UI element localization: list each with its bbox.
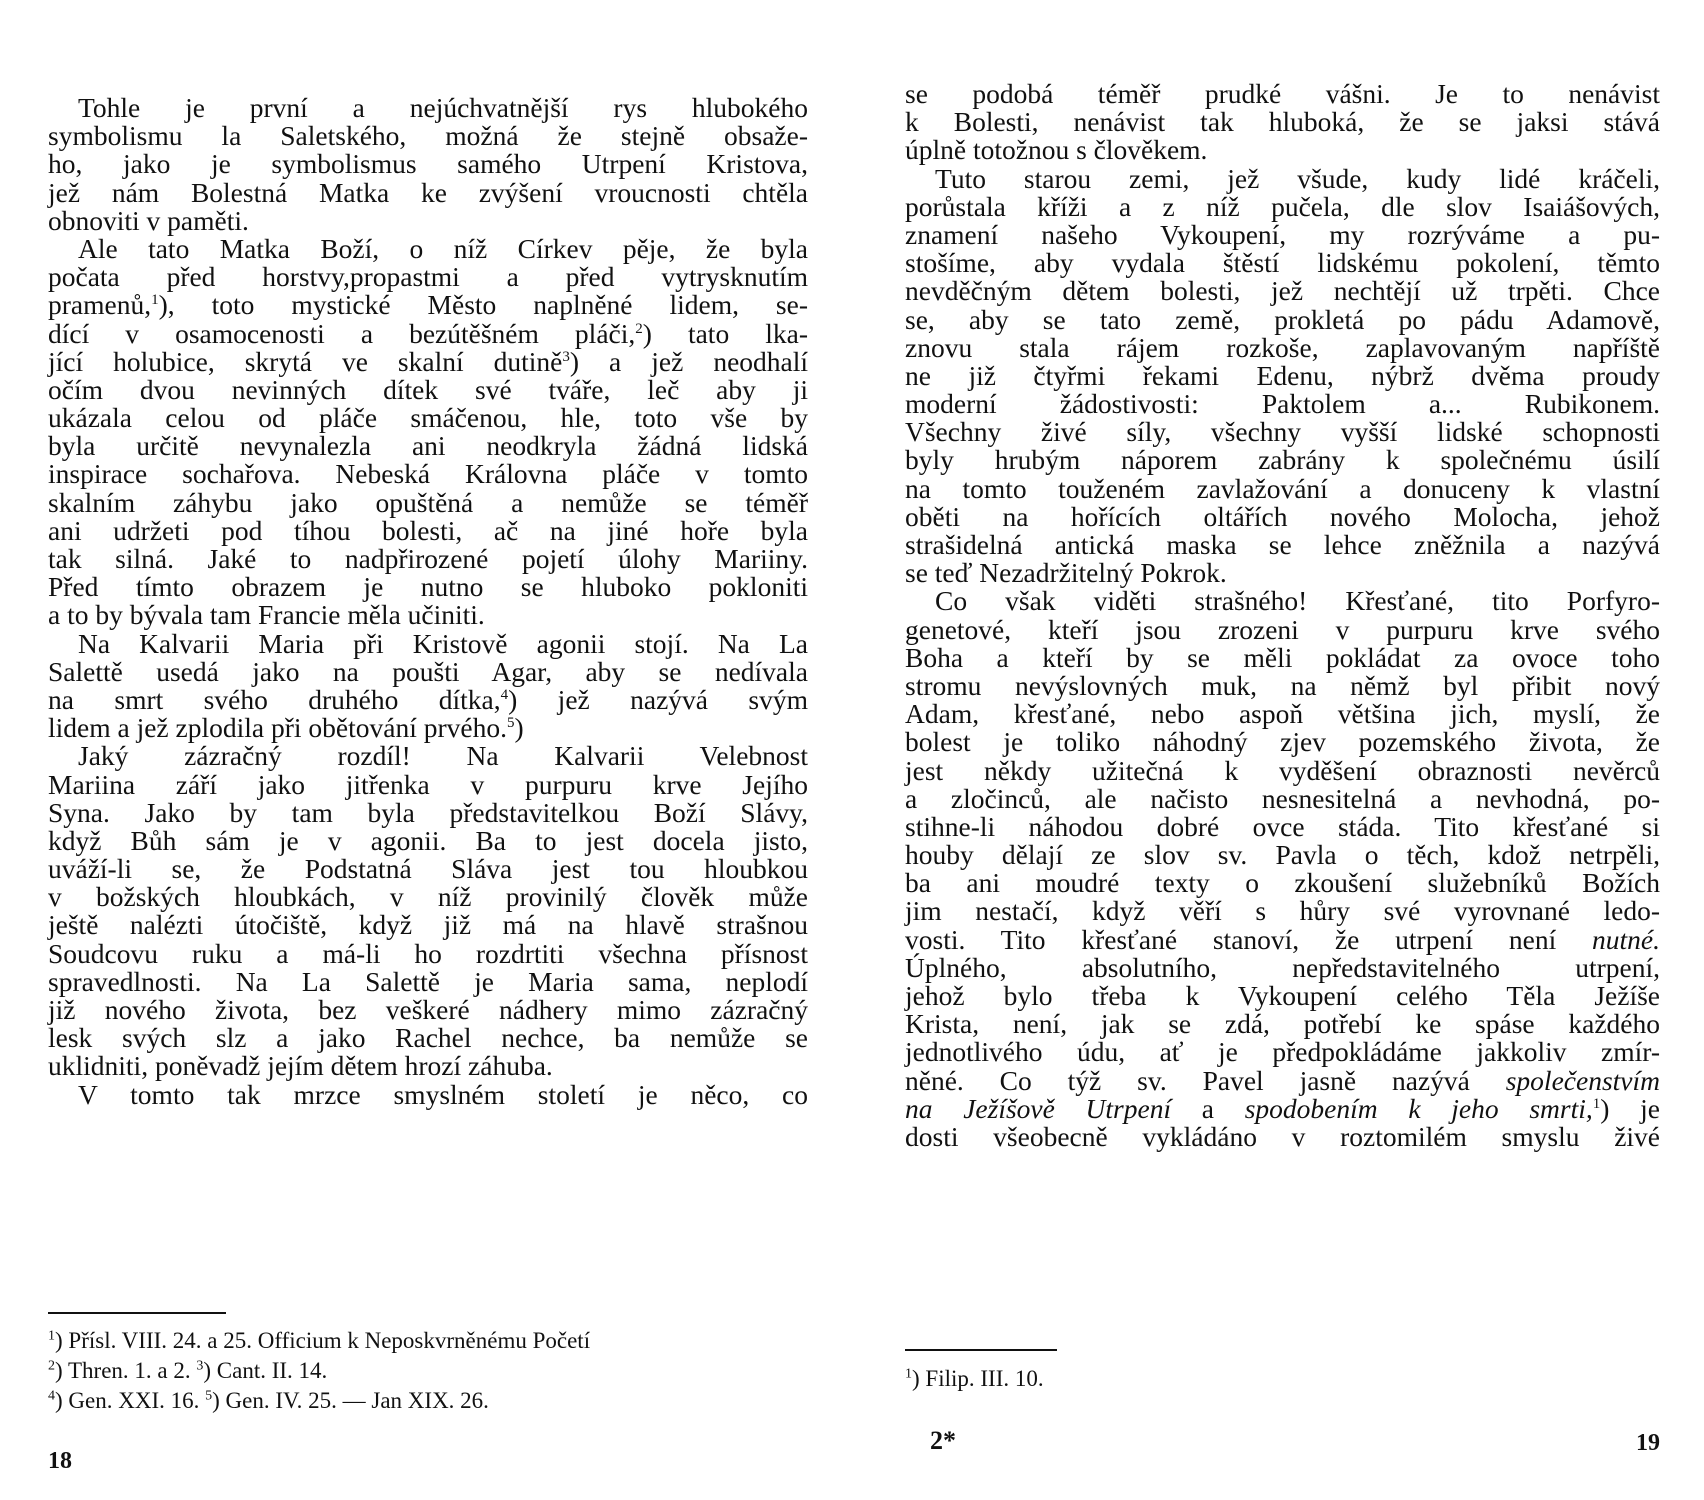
text-line: Ale tato Matka Boží, o níž Církev pěje, že byla — [78, 232, 808, 264]
text-line: lesk svých slz a jako Rachel nechce, ba nemůže se — [48, 1022, 808, 1054]
text-line: jim nestačí, když věří s hůry své vyrovnané ledo- — [905, 895, 1660, 927]
footnote-ref: 2 — [635, 320, 643, 337]
text-line: se podobá téměř prudké vášni. Je to nenávist — [905, 78, 1660, 109]
text-line: oběti na hořících oltářích nového Molocha, jehož — [905, 500, 1660, 532]
text-line: genetové, kteří jsou zrozeni v purpuru krve svého — [905, 613, 1660, 645]
text-line: stihne-li náhodou dobré ovce stáda. Tito křesťané si — [905, 810, 1660, 842]
text-line: jednotlivého údu, ať je předpokládáme jakkoliv zmír- — [905, 1036, 1660, 1068]
text-line: dící v osamocenosti a bezútěšném pláči,$^2$) tato lka- — [48, 317, 808, 349]
text-line: vosti. Tito křesťané stanoví, že utrpení není nutné. — [905, 923, 1660, 955]
text-line: strašidelná antická maska se lehce zněžnila a nazývá — [905, 529, 1660, 560]
text-line: ještě nalézti útočiště, když již má na hlavě strašnou — [48, 909, 808, 941]
text-line: Tohle je první a nejúchvatnější rys hlubokého — [78, 92, 808, 123]
text-line: byly hrubým náporem zabrány k společnému úsilí — [905, 444, 1660, 476]
text-line: se, aby se tato země, prokletá po pádu Adamově, — [905, 303, 1660, 335]
text-line: něné. Co týž sv. Pavel jasně nazývá společenstvím — [905, 1064, 1660, 1096]
text-line: Krista, není, jak se zdá, potřebí ke spáse každého — [905, 1008, 1660, 1040]
text-line: a to by bývala tam Francie měla učiniti. — [48, 599, 485, 631]
footnote-mark: 1 — [905, 1366, 912, 1382]
text-line: Boha a kteří by se měli pokládat za ovoce toho — [905, 641, 1660, 673]
right-footnotes — [905, 1364, 1660, 1394]
footnote-rule — [905, 1349, 1057, 1351]
text-line: ne již čtyřmi řekami Edenu, nýbrž dvěma proudy — [905, 359, 1660, 391]
text-line: jež nám Bolestná Matka ke zvýšení vroucnosti chtěla — [48, 176, 808, 208]
text-line: symbolismu la Saletského, možná že stejně obsaže- — [48, 120, 808, 152]
signature-mark: 2* — [930, 1426, 956, 1455]
emphasis: na Ježíšově Utrpení — [905, 1092, 1172, 1124]
text-line: pramenů,$^1$), toto mystické Město naplněné lidem, se- — [48, 289, 808, 321]
text-line: na tomto touženém zavlažování a donuceny k vlastní — [905, 472, 1660, 504]
page-number: 19 — [1636, 1430, 1660, 1456]
footnote-rule — [48, 1312, 226, 1314]
text-line: byla určitě nevynalezla ani neodkryla žádná lidská — [48, 430, 808, 462]
footnote: $^1$) Přísl. VIII. 24. a 25. Officium k Neposkvrněnému Početí — [48, 1328, 591, 1353]
emphasis: nutné. — [1592, 923, 1660, 955]
text-line: na Ježíšově Utrpení a spodobením k jeho smrti,$^1$) je — [905, 1092, 1660, 1124]
text-line: houby dělají ze slov sv. Pavla o těch, kdož netrpěli, — [905, 839, 1660, 871]
text-line: Tuto starou zemi, jež všude, kudy lidé kráčeli, — [935, 162, 1660, 194]
footnote-ref: 5 — [506, 714, 515, 731]
footnote-mark: 5 — [205, 1388, 213, 1404]
text-line: nevděčným dětem bolesti, jež nechtějí už trpěti. Chce — [905, 275, 1660, 307]
footnote: $^2$) Thren. 1. a 2. $^3$) Cant. II. 14. — [48, 1358, 328, 1383]
text-line: Syna. Jako by tam byla představitelkou Boží Slávy, — [48, 796, 808, 828]
text-line: Úplného, absolutního, nepředstavitelného utrpení, — [905, 951, 1660, 983]
text-line: když Bůh sám je v agonii. Ba to jest docela jisto, — [48, 824, 808, 856]
footnote-mark: 2 — [48, 1358, 55, 1374]
text-line: jící holubice, skrytá ve skalní dutině$^3$) a jež neodhalí — [48, 345, 809, 377]
text-line: inspirace sochařova. Nebeská Královna pláče v tomto — [48, 458, 808, 490]
footnote-ref: 1 — [1592, 1095, 1601, 1112]
text-line: k Bolesti, nenávist tak hluboká, že se jaksi stává — [905, 106, 1660, 138]
text-line: ba ani moudré texty o zkoušení služebníků Božích — [905, 867, 1660, 899]
text-line: stošíme, aby vydala štěstí lidskému pokolení, těmto — [905, 247, 1660, 279]
footnote-ref: 1 — [151, 292, 159, 309]
text-line: dosti všeobecně vykládáno v roztomilém smyslu živé — [905, 1120, 1660, 1152]
text-line: Na Kalvarii Maria při Kristově agonii stojí. Na La — [78, 627, 808, 659]
text-line: na smrt svého druhého dítka,$^4$) jež nazývá svým — [48, 683, 808, 715]
text-line: lidem a jež zplodila při obětování prvého.$^5$) — [48, 712, 524, 744]
footnote-ref: 3 — [562, 348, 570, 365]
left-body-text — [48, 94, 808, 1109]
emphasis: společenstvím — [1505, 1064, 1660, 1096]
text-line: tak silná. Jaké to nadpřirozené pojetí úlohy Mariiny. — [48, 543, 808, 574]
text-line: Soudcovu ruku a má-li ho rozdrtiti všechna přísnost — [48, 937, 808, 969]
text-line: Mariina září jako jitřenka v purpuru krve Jejího — [48, 768, 808, 800]
emphasis: spodobením k jeho smrti, — [1244, 1092, 1593, 1124]
text-line: Co však viděti strašného! Křesťané, tito Porfyro- — [935, 585, 1660, 617]
left-footnotes — [48, 1326, 808, 1416]
footnote-mark: 1 — [48, 1328, 55, 1344]
right-body-text — [905, 80, 1660, 1151]
text-line: V tomto tak mrzce smyslném století je něco, co — [78, 1078, 808, 1110]
text-line: ho, jako je symbolismus samého Utrpení Kristova, — [48, 148, 808, 180]
text-line: ukázala celou od pláče smáčenou, hle, toto vše by — [48, 402, 808, 434]
footnote: $^1$) Filip. III. 10. — [905, 1366, 1044, 1391]
text-line: v božských hloubkách, v níž provinilý člověk může — [48, 881, 808, 913]
text-line: Jaký zázračný rozdíl! Na Kalvarii Velebnost — [78, 740, 808, 772]
text-line: znovu stala rájem rozkoše, zaplavovaným napříště — [905, 331, 1660, 363]
text-line: počata před horstvy,propastmi a před vytrysknutím — [48, 261, 808, 293]
footnote-mark: 4 — [48, 1388, 55, 1404]
text-line: obnoviti v paměti. — [48, 204, 249, 236]
text-line: uklidniti, poněvadž jejím dětem hrozí záhuba. — [48, 1050, 553, 1082]
text-line: skalním záhybu jako opuštěná a nemůže se téměř — [48, 486, 808, 518]
text-line: porůstala kříži a z níž pučela, dle slov Isaiášových, — [905, 190, 1660, 222]
text-line: jest někdy užitečná k vyděšení obraznosti nevěrců — [905, 754, 1660, 786]
text-line: a zločinců, ale načisto nesnesitelná a nevhodná, po- — [905, 782, 1660, 814]
text-line: se teď Nezadržitelný Pokrok. — [905, 557, 1227, 589]
text-line: moderní žádostivosti: Paktolem a... Rubikonem. — [905, 388, 1660, 420]
text-line: jehož bylo třeba k Vykoupení celého Těla Ježíše — [905, 980, 1660, 1011]
text-line: spravedlnosti. Na La Salettě je Maria sama, neplodí — [48, 965, 808, 997]
text-line: ani udržeti pod tíhou bolesti, ač na jiné hoře byla — [48, 514, 808, 546]
text-line: bolest je toliko náhodný zjev pozemského života, že — [905, 726, 1660, 758]
text-line: úplně totožnou s člověkem. — [905, 134, 1208, 166]
text-line: Adam, křesťané, nebo aspoň většina jich, myslí, že — [905, 698, 1660, 730]
page-number: 18 — [48, 1448, 72, 1474]
text-line: očím dvou nevinných dítek své tváře, leč aby ji — [48, 373, 808, 405]
text-line: znamení našeho Vykoupení, my rozrýváme a pu- — [905, 218, 1660, 250]
left-page — [48, 0, 808, 1500]
text-line: již nového života, bez veškeré nádhery mimo zázračný — [48, 994, 808, 1025]
text-line: Před tímto obrazem je nutno se hluboko pokloniti — [48, 571, 808, 603]
text-line: stromu nevýslovných muk, na němž byl přibit nový — [905, 669, 1660, 701]
text-line: uváží-li se, že Podstatná Sláva jest tou hloubkou — [48, 853, 808, 885]
right-page — [905, 0, 1660, 1500]
footnote-mark: 3 — [196, 1358, 204, 1374]
text-line: Salettě usedá jako na poušti Agar, aby se nedívala — [48, 655, 808, 687]
footnote: $^4$) Gen. XXI. 16. $^5$) Gen. IV. 25. — Jan XIX. 26. — [48, 1388, 489, 1413]
text-line: Všechny živé síly, všechny vyšší lidské schopnosti — [905, 416, 1660, 448]
footnote-ref: 4 — [500, 686, 509, 703]
